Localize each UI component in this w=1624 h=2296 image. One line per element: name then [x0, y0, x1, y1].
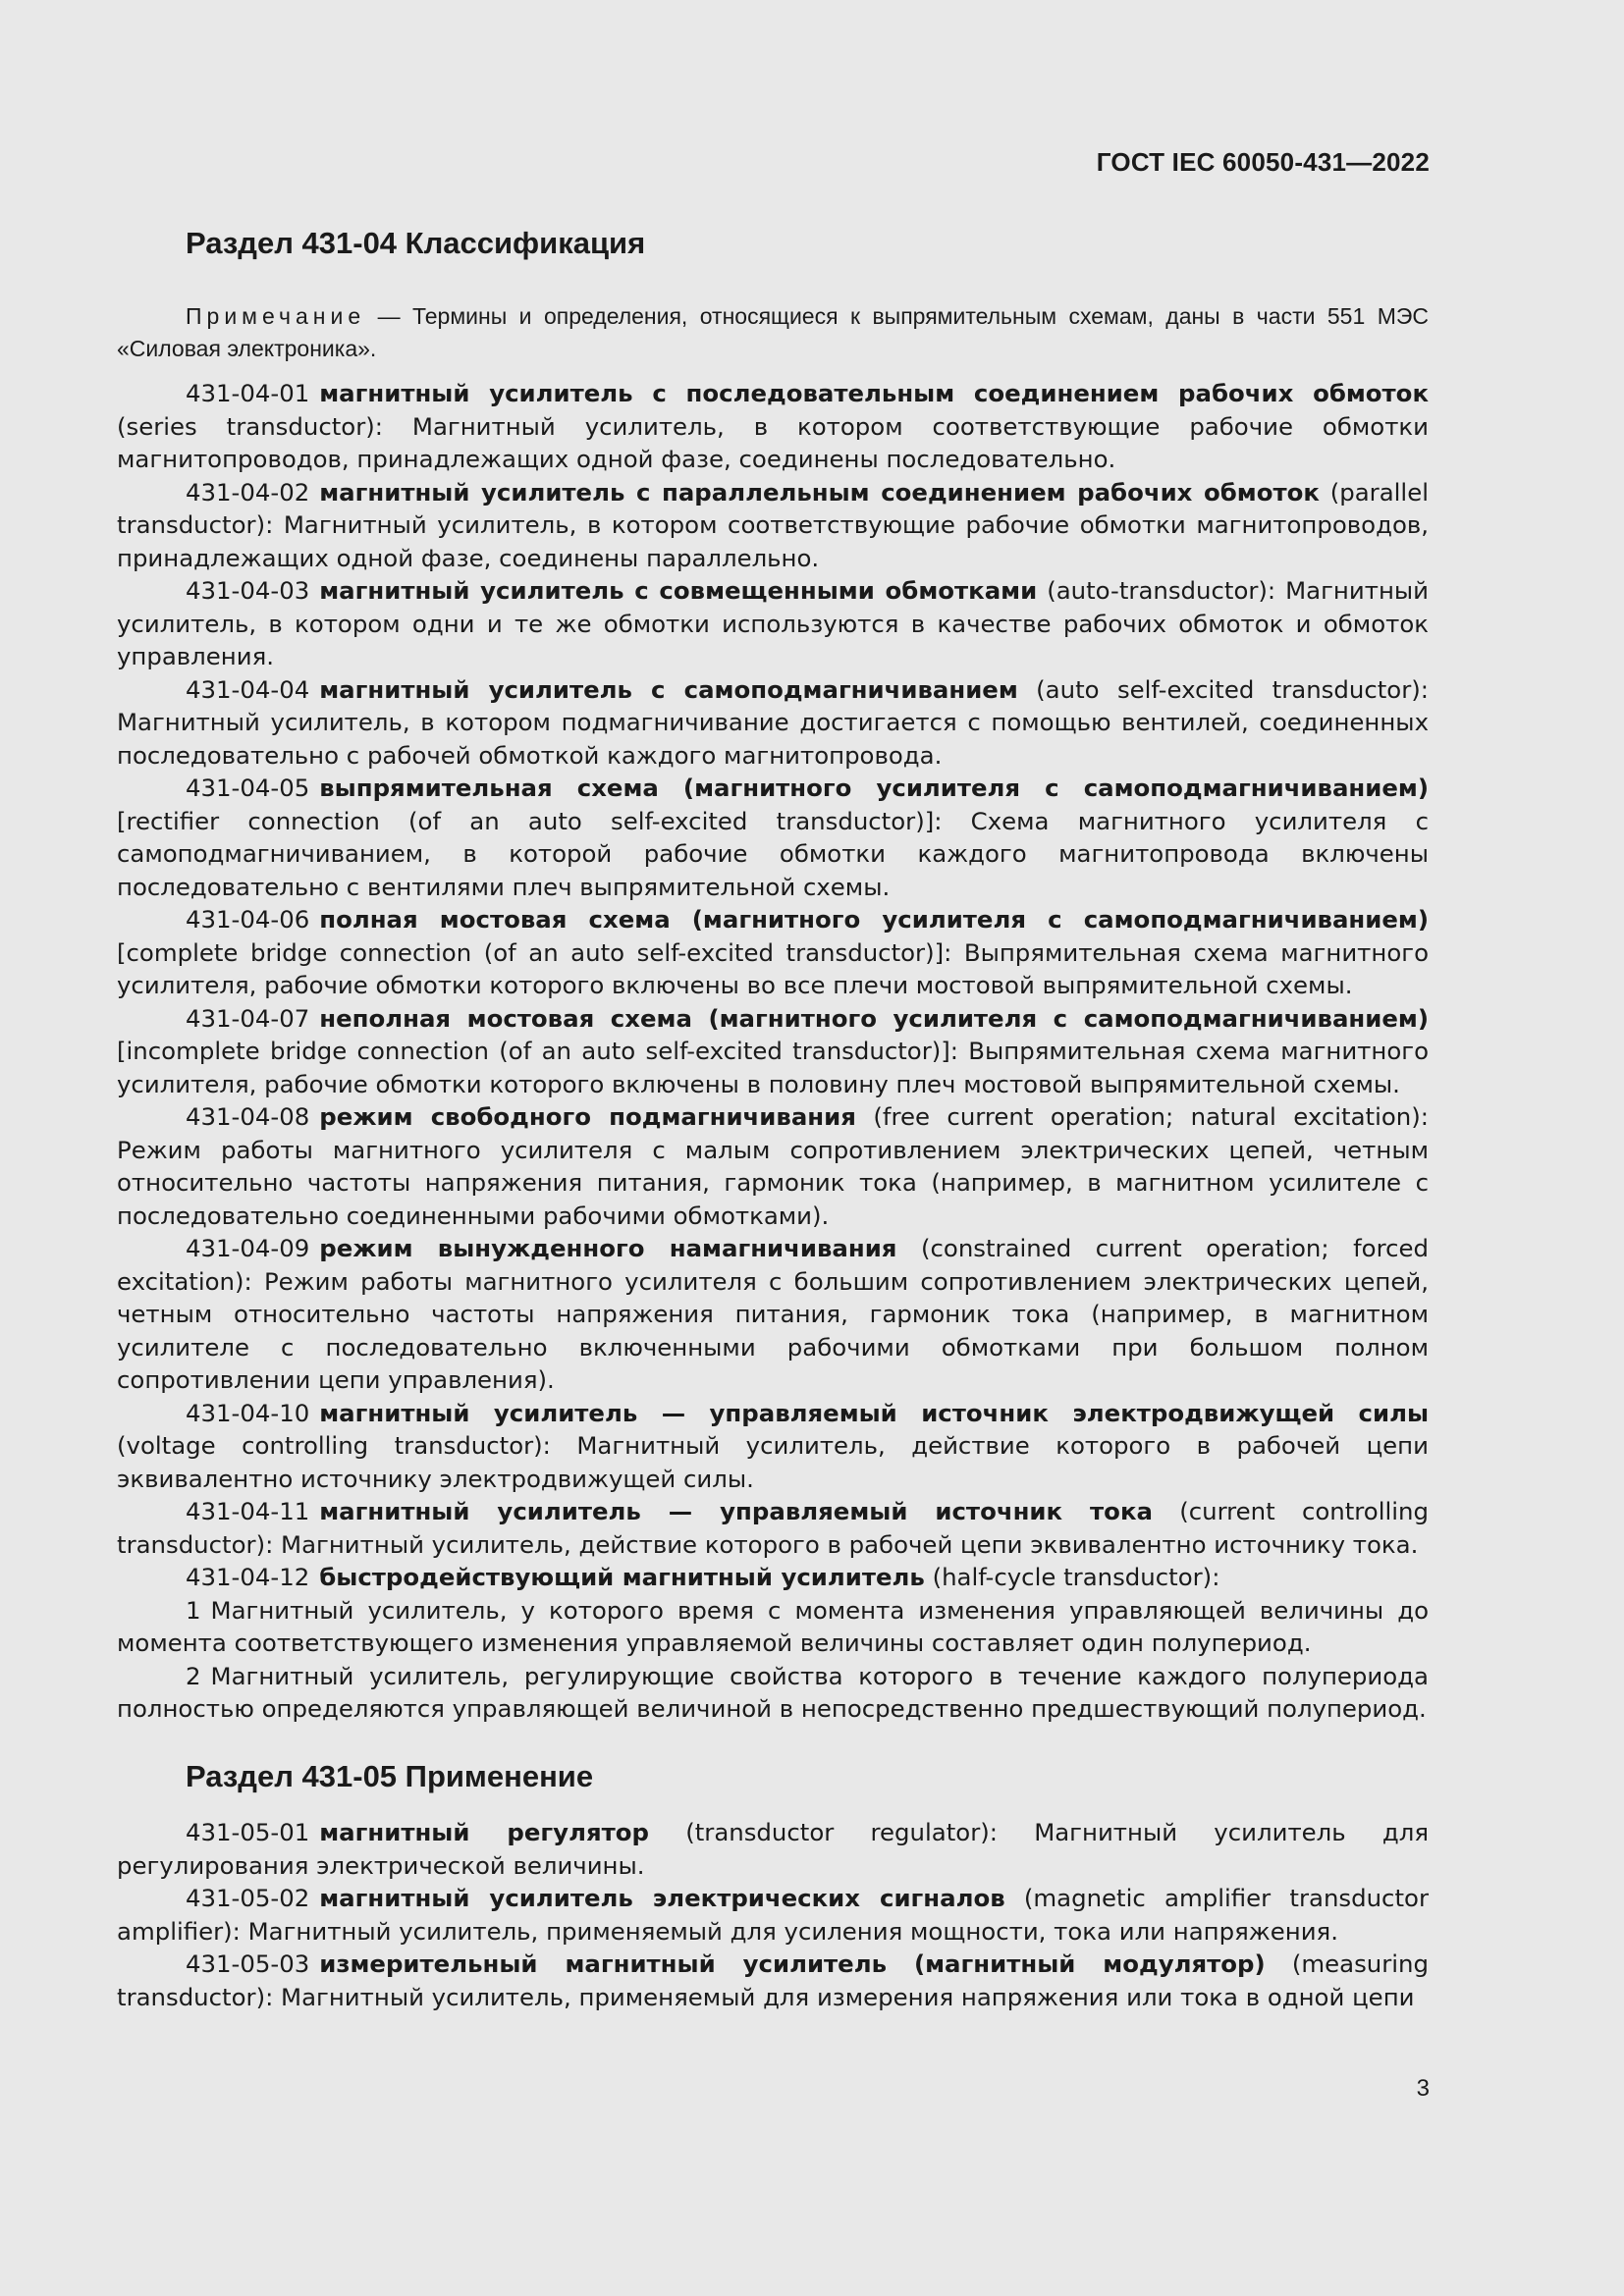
term-entry — [117, 1232, 1429, 1397]
section-title: Раздел 431-04 Классификация — [186, 226, 646, 260]
subitem-text: Магнитный усилитель, регулирующие свойства которого в течение каждого полупериода полностью определяются управляющей величиной в непосредственно предшествующий полупериод. — [117, 1661, 1429, 1723]
term-definition: (constrained current operation; forced excitation): Режим работы магнитного усилителя с большим сопротивлением электрических цепей, четным относительно частоты напряжения питания, гармоник тока (например, в магнитном усилителе с последовательно включенными рабочими обмотками при большом полном сопротивлении цепи управления). — [117, 1234, 1429, 1394]
term-entry — [117, 476, 1429, 575]
term-name: магнитный усилитель — управляемый источник электродвижущей силы — [319, 1398, 1429, 1427]
term-definition: (measuring transductor): Магнитный усилитель, применяемый для измерения напряжения или тока в одной цепи — [117, 1949, 1429, 2011]
subitem-text: Магнитный усилитель, у которого время с момента изменения управляющей величины до момента соответствующего изменения управляемой величины составляет один полупериод. — [117, 1595, 1429, 1657]
note — [117, 300, 1429, 365]
term-definition: (transductor regulator): Магнитный усилитель для регулирования электрической величины. — [117, 1818, 1429, 1880]
term-name: режим вынужденного намагничивания — [319, 1234, 897, 1262]
term-name: магнитный усилитель — управляемый источник тока — [319, 1497, 1153, 1525]
term-definition: (series transductor): Магнитный усилитель, в котором соответствующие рабочие обмотки магнитопроводов, принадлежащих одной фазе, соединены последовательно. — [117, 411, 1429, 473]
term-entry — [117, 772, 1429, 903]
subitem-number: 2 — [186, 1661, 201, 1690]
term-number: 431-04-11 — [186, 1497, 310, 1525]
term-name: измерительный магнитный усилитель (магнитный модулятор) — [319, 1949, 1266, 1978]
document-id-header: ГОСТ IEC 60050-431—2022 — [1096, 147, 1430, 177]
section-body — [117, 377, 1429, 1726]
term-entry — [117, 1882, 1429, 1948]
term-number: 431-04-01 — [186, 379, 310, 407]
term-entry — [117, 903, 1429, 1002]
term-name: режим свободного подмагничивания — [319, 1102, 856, 1131]
term-definition: (parallel transductor): Магнитный усилитель, в котором соответствующие рабочие обмотки магнитопроводов, принадлежащих одной фазе, соединены параллельно. — [117, 477, 1429, 572]
term-entry — [117, 1002, 1429, 1101]
term-definition: (voltage controlling transductor): Магнитный усилитель, действие которого в рабочей цепи эквивалентно источнику электродвижущей силы. — [117, 1431, 1429, 1493]
term-entry — [117, 1100, 1429, 1232]
term-number: 431-04-06 — [186, 905, 310, 934]
term-name: полная мостовая схема (магнитного усилителя с самоподмагничиванием) — [319, 905, 1429, 934]
term-name: магнитный усилитель с последовательным соединением рабочих обмоток — [319, 379, 1429, 407]
term-entry — [117, 377, 1429, 476]
term-subitem — [117, 1594, 1429, 1660]
term-entry — [117, 1561, 1429, 1594]
subitem-number: 1 — [186, 1595, 201, 1625]
section-body — [117, 1816, 1429, 2013]
note-text: — Термины и определения, относящиеся к выпрямительным схемам, даны в части 551 МЭС «Силовая электроника». — [117, 303, 1429, 361]
note-label: Примечание — [186, 303, 366, 329]
term-definition: [incomplete bridge connection (of an auto self-excited transductor)]: Выпрямительная схема магнитного усилителя, рабочие обмотки которого включены в половину плеч мостовой выпрямительной схемы. — [117, 1037, 1429, 1098]
term-definition: (free current operation; natural excitation): Режим работы магнитного усилителя с малым сопротивлением электрических цепей, четным относительно частоты напряжения питания, гармоник тока (например, в магнитном усилителе с последовательно соединенными рабочими обмотками). — [117, 1102, 1429, 1230]
term-number: 431-04-04 — [186, 674, 310, 704]
term-subitem — [117, 1660, 1429, 1726]
term-number: 431-04-07 — [186, 1003, 310, 1033]
term-number: 431-04-12 — [186, 1563, 310, 1591]
term-number: 431-04-02 — [186, 477, 310, 507]
term-number: 431-04-09 — [186, 1234, 310, 1262]
term-number: 431-05-02 — [186, 1884, 310, 1912]
term-name: магнитный усилитель электрических сигналов — [319, 1884, 1005, 1912]
term-name: выпрямительная схема (магнитного усилителя с самоподмагничиванием) — [319, 774, 1429, 802]
term-definition: (half-cycle transductor): — [924, 1563, 1220, 1591]
term-number: 431-05-01 — [186, 1818, 310, 1846]
term-entry — [117, 1816, 1429, 1882]
term-definition: (current controlling transductor): Магнитный усилитель, действие которого в рабочей цепи эквивалентно источнику тока. — [117, 1497, 1429, 1559]
term-name: магнитный усилитель с самоподмагничиванием — [319, 674, 1018, 704]
term-definition: [rectifier connection (of an auto self-excited transductor)]: Схема магнитного усилителя с самоподмагничиванием, в которой рабочие обмотки каждого магнитопровода включены последовательно с вентилями плеч выпрямительной схемы. — [117, 806, 1429, 901]
term-number: 431-05-03 — [186, 1949, 310, 1978]
term-number: 431-04-05 — [186, 774, 310, 802]
term-entry — [117, 1948, 1429, 2013]
term-name: неполная мостовая схема (магнитного усилителя с самоподмагничиванием) — [319, 1003, 1429, 1033]
term-name: магнитный усилитель с параллельным соединением рабочих обмоток — [319, 477, 1320, 507]
term-name: быстродействующий магнитный усилитель — [319, 1563, 925, 1591]
term-definition: (magnetic amplifier transductor amplifier): Магнитный усилитель, применяемый для усиления мощности, тока или напряжения. — [117, 1884, 1429, 1946]
term-entry — [117, 574, 1429, 673]
term-entry — [117, 1495, 1429, 1561]
term-entry — [117, 673, 1429, 773]
term-definition: (auto-transductor): Магнитный усилитель, в котором одни и те же обмотки используются в качестве рабочих обмоток и обмоток управления. — [117, 576, 1429, 670]
section-title: Раздел 431-05 Применение — [186, 1759, 594, 1793]
term-definition: (auto self-excited transductor): Магнитный усилитель, в котором подмагничивание достигается с помощью вентилей, соединенных последовательно с рабочей обмоткой каждого магнитопровода. — [117, 674, 1429, 770]
term-name: магнитный усилитель с совмещенными обмотками — [319, 576, 1038, 605]
term-definition: [complete bridge connection (of an auto self-excited transductor)]: Выпрямительная схема магнитного усилителя, рабочие обмотки которого включены во все плечи мостовой выпрямительной схемы. — [117, 937, 1429, 999]
term-number: 431-04-08 — [186, 1102, 310, 1131]
term-name: магнитный регулятор — [319, 1818, 649, 1846]
page-number: 3 — [1416, 2075, 1430, 2102]
term-entry — [117, 1397, 1429, 1496]
term-number: 431-04-10 — [186, 1398, 310, 1427]
term-number: 431-04-03 — [186, 576, 310, 605]
